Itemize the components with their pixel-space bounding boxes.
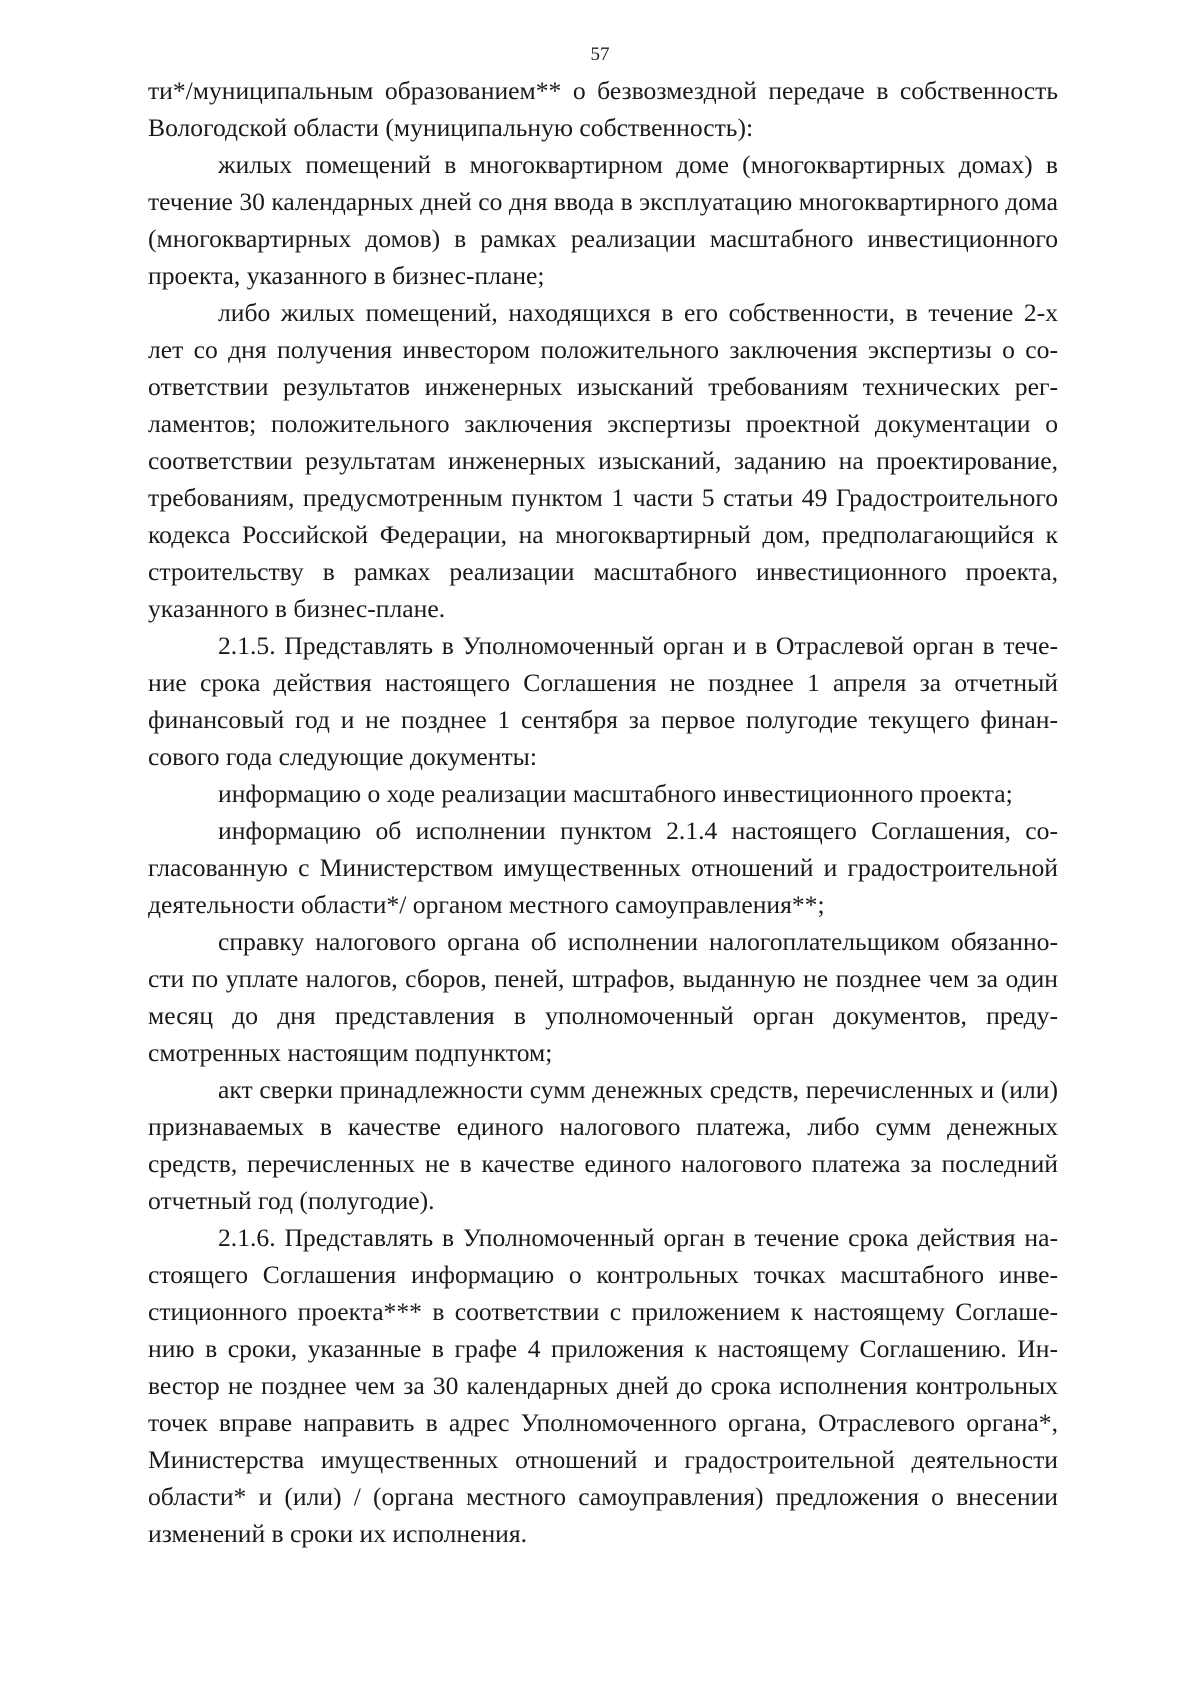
paragraph: справку налогового органа об исполнении налогоплательщиком обязанности по уплате налогов, сборов, пеней, штрафов, выданную не позднее чем за один месяц до дня представления в уполномоченный орган документов, предусмотренных настоящим подпунктом;	[148, 927, 1058, 1067]
paragraph: либо жилых помещений, находящихся в его собственности, в течение 2-х лет со дня получения инвестором положительного заключения экспертизы о соответствии результатов инженерных изысканий требованиям технических регламентов; положительного заключения экспертизы проектной документации о соответствии результатам инженерных изысканий, заданию на проектирование, требованиям, предусмотренным пунктом 1 части 5 статьи 49 Градостроительного кодекса Российской Федерации, на многоквартирный дом, предполагающийся к строительству в рамках реализации масштабного инвестиционного проекта, указанного в бизнес-плане.	[148, 298, 1058, 623]
paragraph: информацию о ходе реализации масштабного инвестиционного проекта;	[218, 779, 1013, 808]
paragraph: жилых помещений в многоквартирном доме (многоквартирных домах) в течение 30 календарных дней со дня ввода в эксплуатацию многоквартирного дома (многоквартирных домов) в рамках реализации масштабного инвестиционного проекта, указанного в бизнес-плане;	[148, 150, 1058, 290]
paragraph: информацию об исполнении пунктом 2.1.4 настоящего Соглашения, согласованную с Министерством имущественных отношений и градостроительной деятельности области*/ органом местного самоуправления**;	[148, 816, 1058, 919]
paragraph: 2.1.6. Представлять в Уполномоченный орган в течение срока действия настоящего Соглашения информацию о контрольных точках масштабного инвестиционного проекта*** в соответствии с приложением к настоящему Соглашению в сроки, указанные в графе 4 приложения к настоящему Соглашению. Инвестор не позднее чем за 30 календарных дней до срока исполнения контрольных точек вправе направить в адрес Уполномоченного органа, Отраслевого органа*, Министерства имущественных отношений и градостроительной деятельности области* и (или) / (органа местного самоуправления) предложения о внесении изменений в сроки их исполнения.	[148, 1223, 1058, 1548]
document-body	[148, 72, 1058, 1552]
paragraph: акт сверки принадлежности сумм денежных средств, перечисленных и (или) признаваемых в качестве единого налогового платежа, либо сумм денежных средств, перечисленных не в качестве единого налогового платежа за последний отчетный год (полугодие).	[148, 1075, 1058, 1215]
paragraph: ти*/муниципальным образованием** о безвозмездной передаче в собственность Вологодской области (муниципальную собственность):	[148, 76, 1058, 142]
paragraph: 2.1.5. Представлять в Уполномоченный орган и в Отраслевой орган в течение срока действия настоящего Соглашения не позднее 1 апреля за отчетный финансовый год и не позднее 1 сентября за первое полугодие текущего финансового года следующие документы:	[148, 631, 1058, 771]
page-number: 57	[590, 44, 610, 65]
